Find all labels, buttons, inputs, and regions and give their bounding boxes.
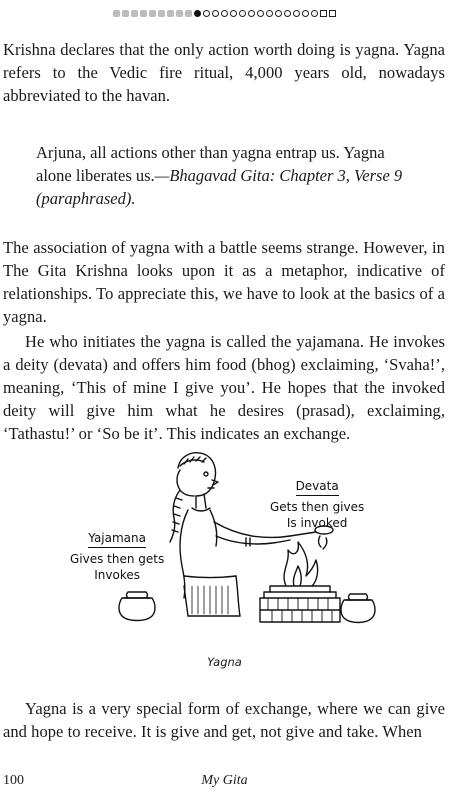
progress-square <box>329 10 336 17</box>
progress-dot <box>212 10 219 17</box>
devata-line-2: Is invoked <box>286 516 348 530</box>
yagna-illustration <box>70 426 390 651</box>
progress-dot <box>257 10 264 17</box>
paragraph-intro: Krishna declares that the only action worth doing is yagna. Yagna refers to the Vedic fire ritual, 4,000 years old, nowadays abbreviated to the havan. <box>3 40 445 105</box>
progress-dot <box>293 10 300 17</box>
yajamana-line-1: Gives then gets <box>70 552 165 566</box>
progress-dot <box>230 10 237 17</box>
progress-dot <box>149 10 156 17</box>
progress-dot-current <box>194 10 201 17</box>
progress-dot <box>275 10 282 17</box>
progress-dot <box>167 10 174 17</box>
running-footer-title: My Gita <box>201 773 248 788</box>
devata-label-group <box>270 478 364 531</box>
progress-dot <box>140 10 147 17</box>
block-quote <box>36 141 416 210</box>
progress-dot <box>113 10 120 17</box>
progress-dot <box>176 10 183 17</box>
page-number: 100 <box>3 773 24 788</box>
yajamana-label-group <box>70 530 164 583</box>
yajamana-label: Yajamana <box>88 530 146 548</box>
page-progress-indicator <box>0 6 449 20</box>
progress-dot <box>122 10 129 17</box>
progress-dot <box>239 10 246 17</box>
progress-dot <box>266 10 273 17</box>
progress-dot <box>302 10 309 17</box>
devata-label: Devata <box>296 478 339 496</box>
progress-dot <box>311 10 318 17</box>
progress-dot <box>284 10 291 17</box>
quote-text: Arjuna, all actions other than yagna entrap us. Yagna alone liberates us. <box>36 143 385 185</box>
paragraph-yajamana: He who initiates the yagna is called the yajamana. He invokes a deity (devata) and offers him food (bhog) exclaiming, ‘Svaha!’, meaning, ‘This of mine I give you’. He hopes that the invoked deity will give him what he desires (prasad), exclaiming, ‘Tathastu!’ or ‘So be it’. This indicates an exchange. <box>3 332 445 443</box>
progress-dot <box>221 10 228 17</box>
devata-line-1: Gets then gives <box>270 500 365 514</box>
progress-dot <box>248 10 255 17</box>
yajamana-line-2: Invokes <box>94 568 140 582</box>
progress-dot <box>131 10 138 17</box>
paragraph-exchange: Yagna is a very special form of exchange, where we can give and hope to receive. It is give and get, not give and take. When <box>3 699 445 741</box>
progress-dot <box>158 10 165 17</box>
paragraph-association: The association of yagna with a battle seems strange. However, in The Gita Krishna looks upon it as a metaphor, indicative of relationships. To appreciate this, we have to look at the basics of a yagna. <box>3 238 445 326</box>
quote-citation: —Bhagavad Gita: Chapter 3, Verse 9 (paraphrased). <box>36 166 403 208</box>
progress-dot <box>203 10 210 17</box>
progress-dot <box>185 10 192 17</box>
figure-caption: Yagna <box>207 655 242 669</box>
progress-square <box>320 10 327 17</box>
